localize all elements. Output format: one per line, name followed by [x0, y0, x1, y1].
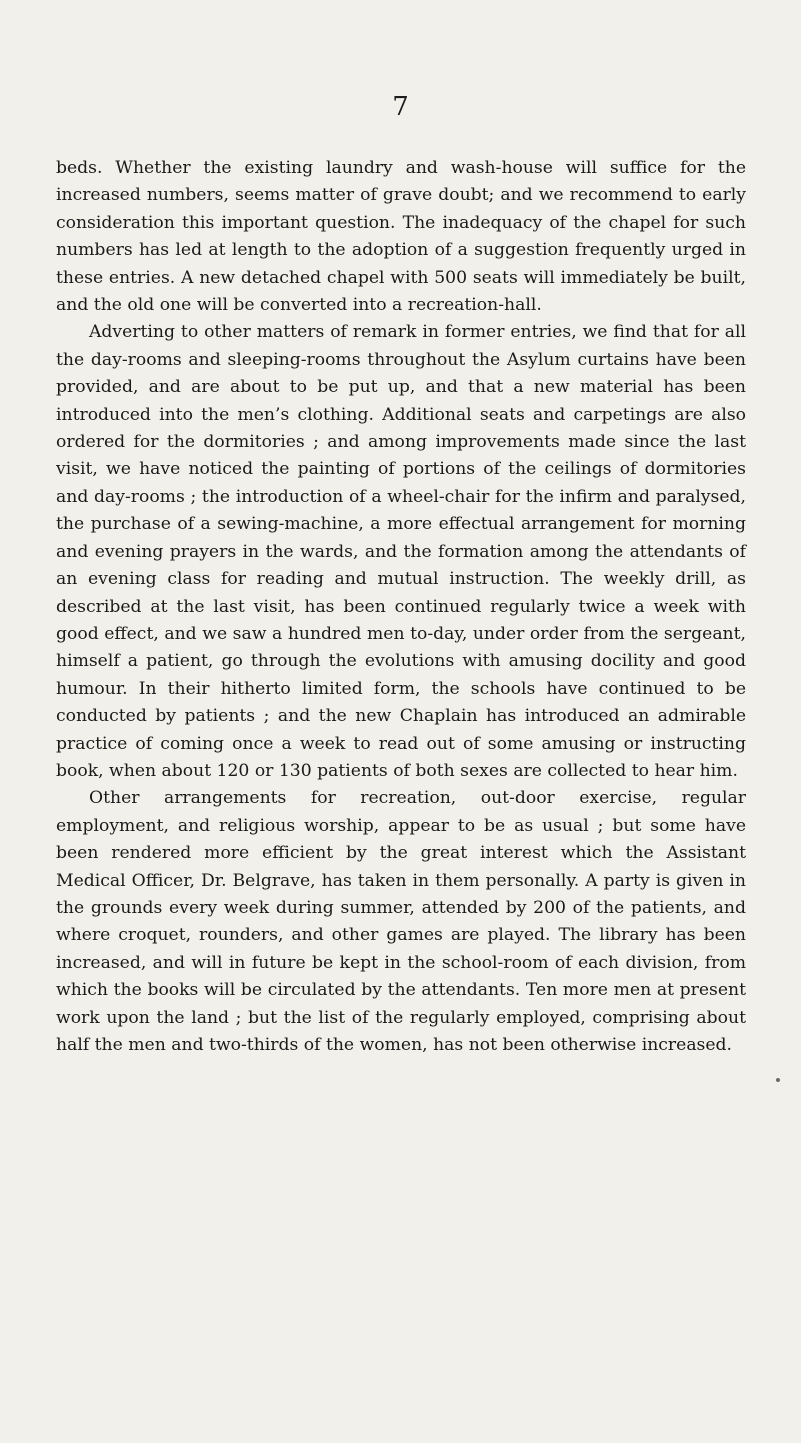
paragraph-1: beds. Whether the existing laundry and wash-house will suffice for the increased numbers, seems matter of grave doubt; and we recommend to early consideration this important question. The inadequacy of the chapel for such numbers has led at length to the adoption of a suggestion frequently urged in these entries. A new detached chapel with 500 seats will immediately be built, and the old one will be converted into a recreation-hall. [56, 158, 746, 316]
body-text [56, 155, 746, 1059]
speck-mark [776, 1078, 780, 1082]
paragraph-2: Adverting to other matters of remark in former entries, we find that for all the day-rooms and sleeping-rooms throughout the Asylum curtains have been provided, and are about to be put up, and that a new material has been introduced into the men’s clothing. Additional seats and carpetings are also ordered for the dormitories ; and among improvements made since the last visit, we have noticed the painting of portions of the ceilings of dormitories and day-rooms ; the introduction of a wheel-chair for the infirm and paralysed, the purchase of a sewing-machine, a more effectual arrangement for morning and evening prayers in the wards, and the formation among the attendants of an evening class for reading and mutual instruction. The weekly drill, as described at the last visit, has been continued regularly twice a week with good effect, and we saw a hundred men to-day, under order from the sergeant, himself a patient, go through the evolutions with amusing docility and good humour. In their hitherto limited form, the schools have continued to be conducted by patients ; and the new Chaplain has introduced an admirable practice of coming once a week to read out of some amusing or instructing book, when about 120 or 130 patients of both sexes are collected to hear him. [56, 322, 746, 781]
paragraph-3: Other arrangements for recreation, out-door exercise, regular employment, and religious worship, appear to be as usual ; but some have been rendered more efficient by the great interest which the Assistant Medical Officer, Dr. Belgrave, has taken in them personally. A party is given in the grounds every week during summer, attended by 200 of the patients, and where croquet, rounders, and other games are played. The library has been increased, and will in future be kept in the school-room of each division, from which the books will be circulated by the attendants. Ten more men at present work upon the land ; but the list of the regularly employed, comprising about half the men and two-thirds of the women, has not been otherwise increased. [56, 788, 746, 1055]
page-number: 7 [392, 92, 409, 122]
